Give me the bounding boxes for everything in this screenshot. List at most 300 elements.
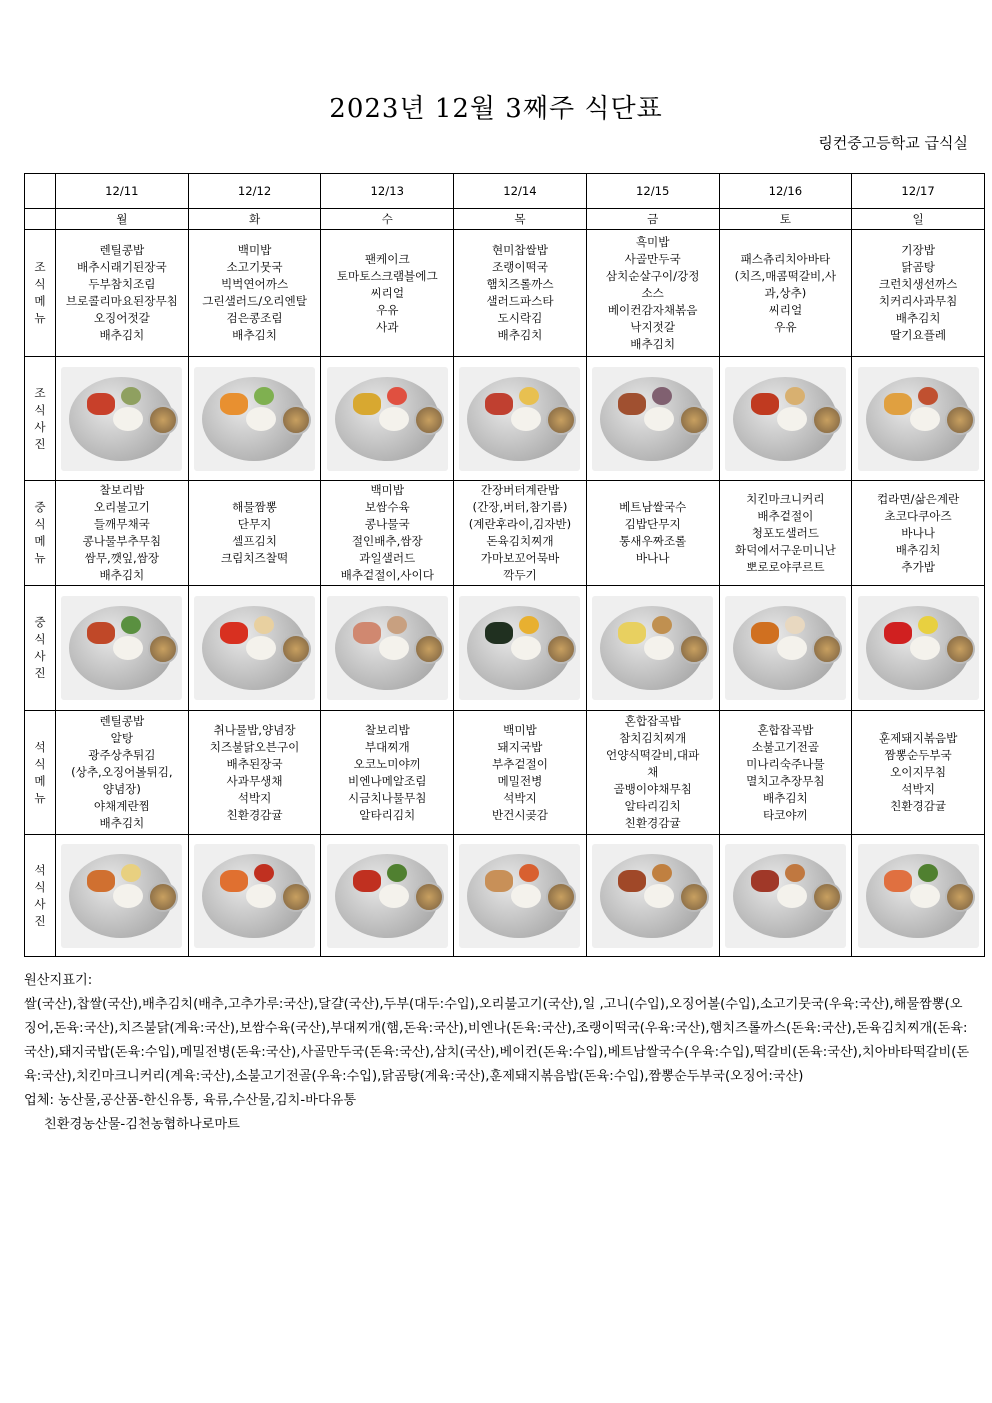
menu-item: 친환경감귤 bbox=[890, 799, 947, 813]
dinner-photo-cell bbox=[321, 835, 454, 957]
menu-item: 참치김치찌개 bbox=[619, 731, 687, 745]
dinner-photo-cell bbox=[586, 835, 719, 957]
row-label bbox=[25, 711, 56, 835]
menu-item: (계란후라이,김자반) bbox=[468, 517, 572, 531]
weekday-cell: 금 bbox=[586, 209, 719, 230]
menu-item: 언양식떡갈비,대파 bbox=[606, 748, 700, 762]
row-label-char: 사 bbox=[34, 649, 46, 663]
school-name: 링컨중고등학교 급식실 bbox=[818, 134, 968, 152]
side-dish bbox=[87, 393, 115, 415]
side-dish bbox=[353, 622, 381, 644]
side-dish bbox=[519, 864, 539, 882]
menu-item: 소스 bbox=[641, 285, 664, 300]
side-dish bbox=[485, 622, 513, 644]
menu-item: 청포도샐러드 bbox=[751, 525, 819, 540]
menu-item: 사과 bbox=[376, 319, 399, 334]
date-cell: 12/16 bbox=[719, 174, 852, 209]
dinner-menu-row bbox=[25, 711, 985, 835]
menu-item: 돼지국밥 bbox=[497, 739, 543, 754]
menu-item: 배추겉절이 bbox=[757, 508, 814, 523]
lunch-photo-cell bbox=[719, 586, 852, 711]
menu-item: 반건시곶감 bbox=[491, 807, 548, 822]
dinner-menu-cell bbox=[321, 711, 454, 835]
menu-item: 현미찹쌀밥 bbox=[491, 243, 548, 257]
date-cell: 12/12 bbox=[188, 174, 321, 209]
soup-bowl bbox=[679, 405, 709, 435]
menu-item: 조랭이떡국 bbox=[491, 260, 548, 274]
row-label-char: 진 bbox=[34, 913, 46, 928]
row-label-char: 진 bbox=[34, 436, 46, 451]
menu-item: 배추김치 bbox=[232, 328, 277, 342]
dinner-photo-cell bbox=[188, 835, 321, 957]
menu-item: 석박지 bbox=[503, 790, 537, 805]
date-row bbox=[25, 174, 985, 209]
origin-heading: 원산지표기: bbox=[24, 973, 93, 988]
menu-item: 백미밥 bbox=[370, 483, 405, 497]
breakfast-photo-cell bbox=[321, 357, 454, 481]
menu-item: 타코야끼 bbox=[762, 807, 808, 822]
rice bbox=[379, 407, 409, 431]
row-label-char: 식 bbox=[34, 402, 46, 417]
lunch-photo-cell bbox=[454, 586, 587, 711]
dinner-menu-cell bbox=[719, 711, 852, 835]
lunch-menu-cell bbox=[188, 481, 321, 586]
menu-item: 크림치즈찰떡 bbox=[220, 551, 289, 565]
rice bbox=[644, 636, 674, 660]
date-cell: 12/13 bbox=[321, 174, 454, 209]
menu-item: 배추김치 bbox=[497, 328, 543, 342]
menu-item: 우유 bbox=[376, 302, 399, 317]
menu-item: 렌틸콩밥 bbox=[99, 714, 145, 728]
weekday-row bbox=[25, 209, 985, 230]
row-label-char: 메 bbox=[34, 294, 46, 308]
meal-photo bbox=[459, 844, 580, 948]
menu-item: 패스츄리치아바타 bbox=[740, 251, 831, 266]
date-cell: 12/15 bbox=[586, 174, 719, 209]
menu-item: 오코노미야끼 bbox=[353, 756, 421, 771]
side-dish bbox=[220, 622, 248, 644]
breakfast-menu-cell bbox=[852, 230, 985, 357]
menu-item: 메밀전병 bbox=[497, 773, 543, 788]
menu-item: 취나물밥,양념장 bbox=[213, 722, 296, 737]
menu-item: 치커리사과무침 bbox=[878, 294, 958, 308]
meal-photo bbox=[61, 844, 182, 948]
breakfast-menu-cell bbox=[719, 230, 852, 357]
lunch-photo-cell bbox=[321, 586, 454, 711]
page-title: 2023년 12월 3째주 식단표 bbox=[329, 94, 663, 124]
row-label bbox=[25, 835, 56, 957]
row-label-char: 식 bbox=[34, 756, 46, 771]
menu-item: 초코다쿠아즈 bbox=[884, 508, 952, 523]
soup-bowl bbox=[679, 882, 709, 912]
side-dish bbox=[785, 616, 805, 634]
lunch-menu-cell bbox=[852, 481, 985, 586]
rice bbox=[379, 884, 409, 908]
breakfast-photo-cell bbox=[56, 357, 189, 481]
rice bbox=[777, 407, 807, 431]
meal-photo bbox=[327, 596, 448, 700]
rice bbox=[511, 884, 541, 908]
side-dish bbox=[121, 387, 141, 405]
rice bbox=[246, 884, 276, 908]
side-dish bbox=[387, 864, 407, 882]
menu-item: 야채계란찜 bbox=[93, 799, 150, 813]
lunch-menu-row bbox=[25, 481, 985, 586]
eco-supplier-line: 친환경농산물-김천농협하나로마트 bbox=[44, 1117, 240, 1132]
menu-item: (치즈,매콤떡갈비,사 bbox=[734, 268, 837, 283]
menu-item: 검은콩조림 bbox=[226, 311, 283, 325]
menu-item: 배추김치 bbox=[895, 542, 941, 557]
row-label-char: 뉴 bbox=[34, 551, 46, 565]
dinner-photo-cell bbox=[56, 835, 189, 957]
dinner-menu-cell bbox=[56, 711, 189, 835]
menu-item: 혼합잡곡밥 bbox=[757, 722, 814, 737]
rice bbox=[910, 636, 940, 660]
menu-item: 깍두기 bbox=[503, 568, 537, 582]
row-label-char: 식 bbox=[34, 277, 46, 291]
dinner-photo-cell bbox=[719, 835, 852, 957]
side-dish bbox=[353, 870, 381, 892]
menu-item: 백미밥 bbox=[503, 722, 537, 737]
menu-item: 보쌈수육 bbox=[364, 500, 410, 514]
side-dish bbox=[353, 393, 381, 415]
soup-bowl bbox=[546, 405, 576, 435]
side-dish bbox=[918, 864, 938, 882]
side-dish bbox=[121, 864, 141, 882]
breakfast-menu-cell bbox=[56, 230, 189, 357]
menu-item: 배추된장국 bbox=[226, 756, 283, 771]
menu-item: 추가밥 bbox=[901, 559, 935, 574]
side-dish bbox=[87, 622, 115, 644]
breakfast-photo-row bbox=[25, 357, 985, 481]
menu-item: 사과무생채 bbox=[226, 773, 283, 788]
menu-item: 기장밥 bbox=[901, 243, 935, 257]
menu-item: 햄치즈롤까스 bbox=[486, 277, 554, 291]
side-dish bbox=[87, 870, 115, 892]
meal-photo bbox=[459, 367, 580, 471]
meal-photo bbox=[725, 367, 846, 471]
dinner-photo-cell bbox=[454, 835, 587, 957]
menu-item: 소불고기전골 bbox=[751, 739, 819, 754]
menu-item: 오징어젓갈 bbox=[93, 311, 150, 325]
menu-item: 짬뽕순두부국 bbox=[884, 748, 952, 762]
menu-item: 들깨무채국 bbox=[93, 517, 150, 531]
dinner-menu-cell bbox=[586, 711, 719, 835]
rice bbox=[113, 884, 143, 908]
menu-item: 샐러드파스타 bbox=[486, 294, 554, 308]
soup-bowl bbox=[281, 882, 311, 912]
soup-bowl bbox=[546, 634, 576, 664]
breakfast-menu-cell bbox=[586, 230, 719, 357]
menu-item: 김밥단무지 bbox=[624, 517, 681, 531]
meal-photo bbox=[194, 367, 315, 471]
menu-item: 배추김치 bbox=[630, 336, 676, 351]
date-cell: 12/11 bbox=[56, 174, 189, 209]
menu-item: 콩나물부추무침 bbox=[82, 534, 162, 548]
rice bbox=[511, 407, 541, 431]
menu-item: 멸치고추장무침 bbox=[746, 773, 825, 788]
menu-item: 렌틸콩밥 bbox=[99, 243, 145, 257]
menu-item: 브로콜리마요된장무침 bbox=[65, 294, 178, 308]
menu-item: 배추김치 bbox=[99, 568, 145, 582]
dinner-menu-cell bbox=[188, 711, 321, 835]
rice bbox=[644, 884, 674, 908]
menu-item: 가마보꼬어묵바 bbox=[480, 551, 560, 565]
menu-item: 비엔나메알조림 bbox=[348, 773, 427, 788]
supplier-line: 업체: 농산물,공산품-한신유통, 육류,수산물,김치-바다유통 bbox=[24, 1093, 357, 1108]
menu-item: 두부참치조림 bbox=[88, 277, 156, 291]
menu-item: 석박지 bbox=[901, 782, 935, 796]
menu-item: 양념장) bbox=[102, 782, 141, 796]
menu-item: 우유 bbox=[774, 319, 797, 334]
lunch-photo-cell bbox=[56, 586, 189, 711]
side-dish bbox=[785, 864, 805, 882]
row-label-char: 중 bbox=[34, 500, 46, 514]
menu-item: 친환경감귤 bbox=[624, 816, 681, 830]
soup-bowl bbox=[414, 405, 444, 435]
soup-bowl bbox=[679, 634, 709, 664]
side-dish bbox=[618, 393, 646, 415]
meal-photo bbox=[592, 367, 713, 471]
menu-item: 팬케이크 bbox=[364, 251, 410, 266]
menu-item: 채 bbox=[647, 765, 659, 779]
meal-photo bbox=[194, 596, 315, 700]
lunch-photo-cell bbox=[852, 586, 985, 711]
soup-bowl bbox=[414, 634, 444, 664]
breakfast-menu-cell bbox=[454, 230, 587, 357]
menu-item: 시금치나물무침 bbox=[348, 790, 427, 805]
row-label-char: 메 bbox=[34, 773, 46, 788]
meal-photo bbox=[61, 367, 182, 471]
weekday-cell: 화 bbox=[188, 209, 321, 230]
menu-item: 단무지 bbox=[237, 517, 272, 531]
breakfast-photo-cell bbox=[188, 357, 321, 481]
meal-photo bbox=[194, 844, 315, 948]
side-dish bbox=[254, 616, 274, 634]
weekday-cell: 일 bbox=[852, 209, 985, 230]
breakfast-photo-cell bbox=[719, 357, 852, 481]
side-dish bbox=[751, 870, 779, 892]
breakfast-menu-cell bbox=[321, 230, 454, 357]
menu-item: 미나리숙주나물 bbox=[746, 756, 825, 771]
lunch-menu-cell bbox=[56, 481, 189, 586]
side-dish bbox=[751, 393, 779, 415]
soup-bowl bbox=[546, 882, 576, 912]
menu-item: 배추김치 bbox=[99, 816, 145, 830]
row-label-char: 메 bbox=[34, 534, 46, 548]
side-dish bbox=[884, 870, 912, 892]
menu-item: 찰보리밥 bbox=[364, 722, 410, 737]
menu-item: 해물짬뽕 bbox=[232, 500, 277, 514]
meal-photo bbox=[61, 596, 182, 700]
breakfast-photo-cell bbox=[586, 357, 719, 481]
menu-item: 배추시래기된장국 bbox=[77, 260, 167, 274]
menu-item: 오이지무침 bbox=[890, 765, 947, 779]
soup-bowl bbox=[812, 634, 842, 664]
lunch-photo-row bbox=[25, 586, 985, 711]
soup-bowl bbox=[281, 405, 311, 435]
rice bbox=[113, 407, 143, 431]
row-label-char: 석 bbox=[34, 739, 46, 754]
side-dish bbox=[884, 622, 912, 644]
side-dish bbox=[918, 387, 938, 405]
side-dish bbox=[918, 616, 938, 634]
menu-item: 광주상추튀김 bbox=[88, 748, 156, 762]
side-dish bbox=[618, 870, 646, 892]
row-label bbox=[25, 357, 56, 481]
rice bbox=[246, 636, 276, 660]
soup-bowl bbox=[281, 634, 311, 664]
breakfast-photo-cell bbox=[852, 357, 985, 481]
menu-item: 쌈무,깻잎,쌈장 bbox=[84, 551, 160, 565]
menu-item: 골뱅이야채무침 bbox=[613, 782, 692, 796]
row-label-char: 석 bbox=[34, 862, 46, 877]
soup-bowl bbox=[945, 882, 975, 912]
menu-item: 소고기뭇국 bbox=[226, 260, 283, 274]
menu-item: 빅벅연어까스 bbox=[220, 277, 289, 291]
origin-text: 쌀(국산),찹쌀(국산),배추김치(배추,고추가루:국산),달걀(국산),두부(대두:수입),오리불고기(국산),일 ,고니(수입),오징어볼(수입),소고기뭇국(우육:국산),해물짬뽕(오징어,돈육:국산),치즈불닭(계육:국산),보쌈수육(국산),부대찌개(햄,돈육:국산),비엔나(돈육:국산),조랭이떡국(우육:국산),햄치즈롤까스(돈육:국산),돈육김치찌개(돈육:국산),돼지국밥(돈육:수입),메밀전병(돈육:국산),사골만두국(돈육:국산),삼치(국산),베이컨(돈육:수입),베트남쌀국수(우육:수입),떡갈비(돈육:국산),치아바타떡갈비(돈육:국산),치킨마크니커리(계육:국산),소불고기전골(우육:수입),닭곰탕(계육:국산),훈제돼지볶음밥(돈육:수입),짬뽕순두부국(오징어:국산) bbox=[24, 997, 970, 1084]
side-dish bbox=[387, 616, 407, 634]
rice bbox=[910, 884, 940, 908]
row-label-char: 중 bbox=[34, 615, 46, 629]
lunch-photo-cell bbox=[586, 586, 719, 711]
menu-item: 치즈불닭오븐구이 bbox=[209, 739, 300, 754]
meal-photo bbox=[592, 596, 713, 700]
menu-item: 딸기요플레 bbox=[890, 328, 947, 342]
row-label bbox=[25, 586, 56, 711]
menu-item: 사골만두국 bbox=[624, 251, 681, 266]
side-dish bbox=[652, 387, 672, 405]
soup-bowl bbox=[945, 634, 975, 664]
meal-photo bbox=[592, 844, 713, 948]
menu-item: 배추김치 bbox=[762, 790, 808, 805]
menu-table bbox=[24, 173, 985, 957]
side-dish bbox=[220, 870, 248, 892]
soup-bowl bbox=[148, 882, 178, 912]
rice bbox=[777, 636, 807, 660]
dinner-menu-cell bbox=[454, 711, 587, 835]
side-dish bbox=[485, 870, 513, 892]
menu-item: 알타리김치 bbox=[624, 799, 681, 813]
row-label bbox=[25, 481, 56, 586]
breakfast-menu-row bbox=[25, 230, 985, 357]
menu-item: 베이컨감자채볶음 bbox=[607, 302, 698, 317]
date-cell: 12/17 bbox=[852, 174, 985, 209]
row-label-char: 조 bbox=[34, 260, 46, 274]
menu-item: 훈제돼지볶음밥 bbox=[878, 731, 958, 745]
menu-item: 닭곰탕 bbox=[901, 260, 935, 274]
weekday-cell: 수 bbox=[321, 209, 454, 230]
menu-item: 콩나물국 bbox=[364, 517, 410, 531]
menu-item: 크런치생선까스 bbox=[878, 277, 958, 291]
menu-item: 혼합잡곡밥 bbox=[624, 714, 681, 728]
row-label-char: 식 bbox=[34, 517, 46, 531]
dinner-photo-row bbox=[25, 835, 985, 957]
menu-item: 석박지 bbox=[237, 790, 272, 805]
menu-item: 컵라면/삶은계란 bbox=[876, 491, 960, 506]
lunch-photo-cell bbox=[188, 586, 321, 711]
menu-item: 과,상추) bbox=[764, 285, 807, 300]
menu-item: 낙지젓갈 bbox=[630, 319, 676, 334]
menu-item: 배추김치 bbox=[895, 311, 941, 325]
weekday-cell: 월 bbox=[56, 209, 189, 230]
side-dish bbox=[884, 393, 912, 415]
side-dish bbox=[519, 387, 539, 405]
corner-cell bbox=[25, 174, 56, 209]
breakfast-menu-cell bbox=[188, 230, 321, 357]
rice bbox=[777, 884, 807, 908]
menu-item: 알탕 bbox=[110, 731, 134, 745]
meal-photo bbox=[858, 596, 979, 700]
meal-photo bbox=[725, 596, 846, 700]
row-label bbox=[25, 230, 56, 357]
row-label-char: 식 bbox=[34, 879, 46, 894]
rice bbox=[246, 407, 276, 431]
row-label-char: 뉴 bbox=[34, 311, 46, 325]
menu-item: 찰보리밥 bbox=[99, 483, 145, 497]
rice bbox=[379, 636, 409, 660]
row-label-char: 뉴 bbox=[34, 790, 46, 805]
menu-item: 씨리얼 bbox=[768, 302, 803, 317]
menu-item: 화덕에서구운미니난 bbox=[734, 542, 836, 557]
soup-bowl bbox=[945, 405, 975, 435]
soup-bowl bbox=[812, 405, 842, 435]
meal-photo bbox=[327, 367, 448, 471]
menu-item: 간장버터계란밥 bbox=[480, 483, 560, 497]
menu-item: 배추김치 bbox=[99, 328, 145, 342]
weekday-cell: 토 bbox=[719, 209, 852, 230]
menu-item: 부추겉절이 bbox=[491, 756, 548, 771]
lunch-menu-cell bbox=[454, 481, 587, 586]
menu-item: (상추,오징어볼튀김, bbox=[71, 765, 173, 779]
menu-item: 토마토스크램블에그 bbox=[336, 268, 438, 283]
menu-item: 알타리김치 bbox=[359, 807, 416, 822]
side-dish bbox=[751, 622, 779, 644]
meal-photo bbox=[725, 844, 846, 948]
menu-item: 절인배추,쌈장 bbox=[351, 534, 423, 548]
meal-photo bbox=[459, 596, 580, 700]
lunch-menu-cell bbox=[321, 481, 454, 586]
notes-section bbox=[24, 969, 974, 1137]
menu-item: 흑미밥 bbox=[635, 234, 670, 249]
menu-item: 배추겉절이,사이다 bbox=[340, 568, 434, 582]
soup-bowl bbox=[148, 634, 178, 664]
menu-item: 백미밥 bbox=[237, 243, 272, 257]
menu-item: 씨리얼 bbox=[370, 285, 405, 300]
menu-item: 친환경감귤 bbox=[226, 807, 283, 822]
meal-photo bbox=[327, 844, 448, 948]
dinner-photo-cell bbox=[852, 835, 985, 957]
menu-item: 바나나 bbox=[635, 551, 670, 565]
menu-item: 삼치순살구이/강정 bbox=[605, 268, 700, 283]
corner-cell bbox=[25, 209, 56, 230]
menu-item: 오리불고기 bbox=[93, 500, 150, 514]
lunch-menu-cell bbox=[586, 481, 719, 586]
rice bbox=[910, 407, 940, 431]
side-dish bbox=[254, 864, 274, 882]
menu-item: 베트남쌀국수 bbox=[619, 500, 687, 514]
menu-item: 셀프김치 bbox=[232, 534, 277, 548]
menu-item: 그린샐러드/오리엔탈 bbox=[202, 294, 307, 308]
row-label-char: 진 bbox=[34, 666, 46, 680]
side-dish bbox=[485, 393, 513, 415]
row-label-char: 식 bbox=[34, 632, 46, 646]
breakfast-photo-cell bbox=[454, 357, 587, 481]
row-label-char: 사 bbox=[34, 419, 46, 434]
soup-bowl bbox=[812, 882, 842, 912]
soup-bowl bbox=[148, 405, 178, 435]
row-label-char: 조 bbox=[34, 385, 46, 400]
